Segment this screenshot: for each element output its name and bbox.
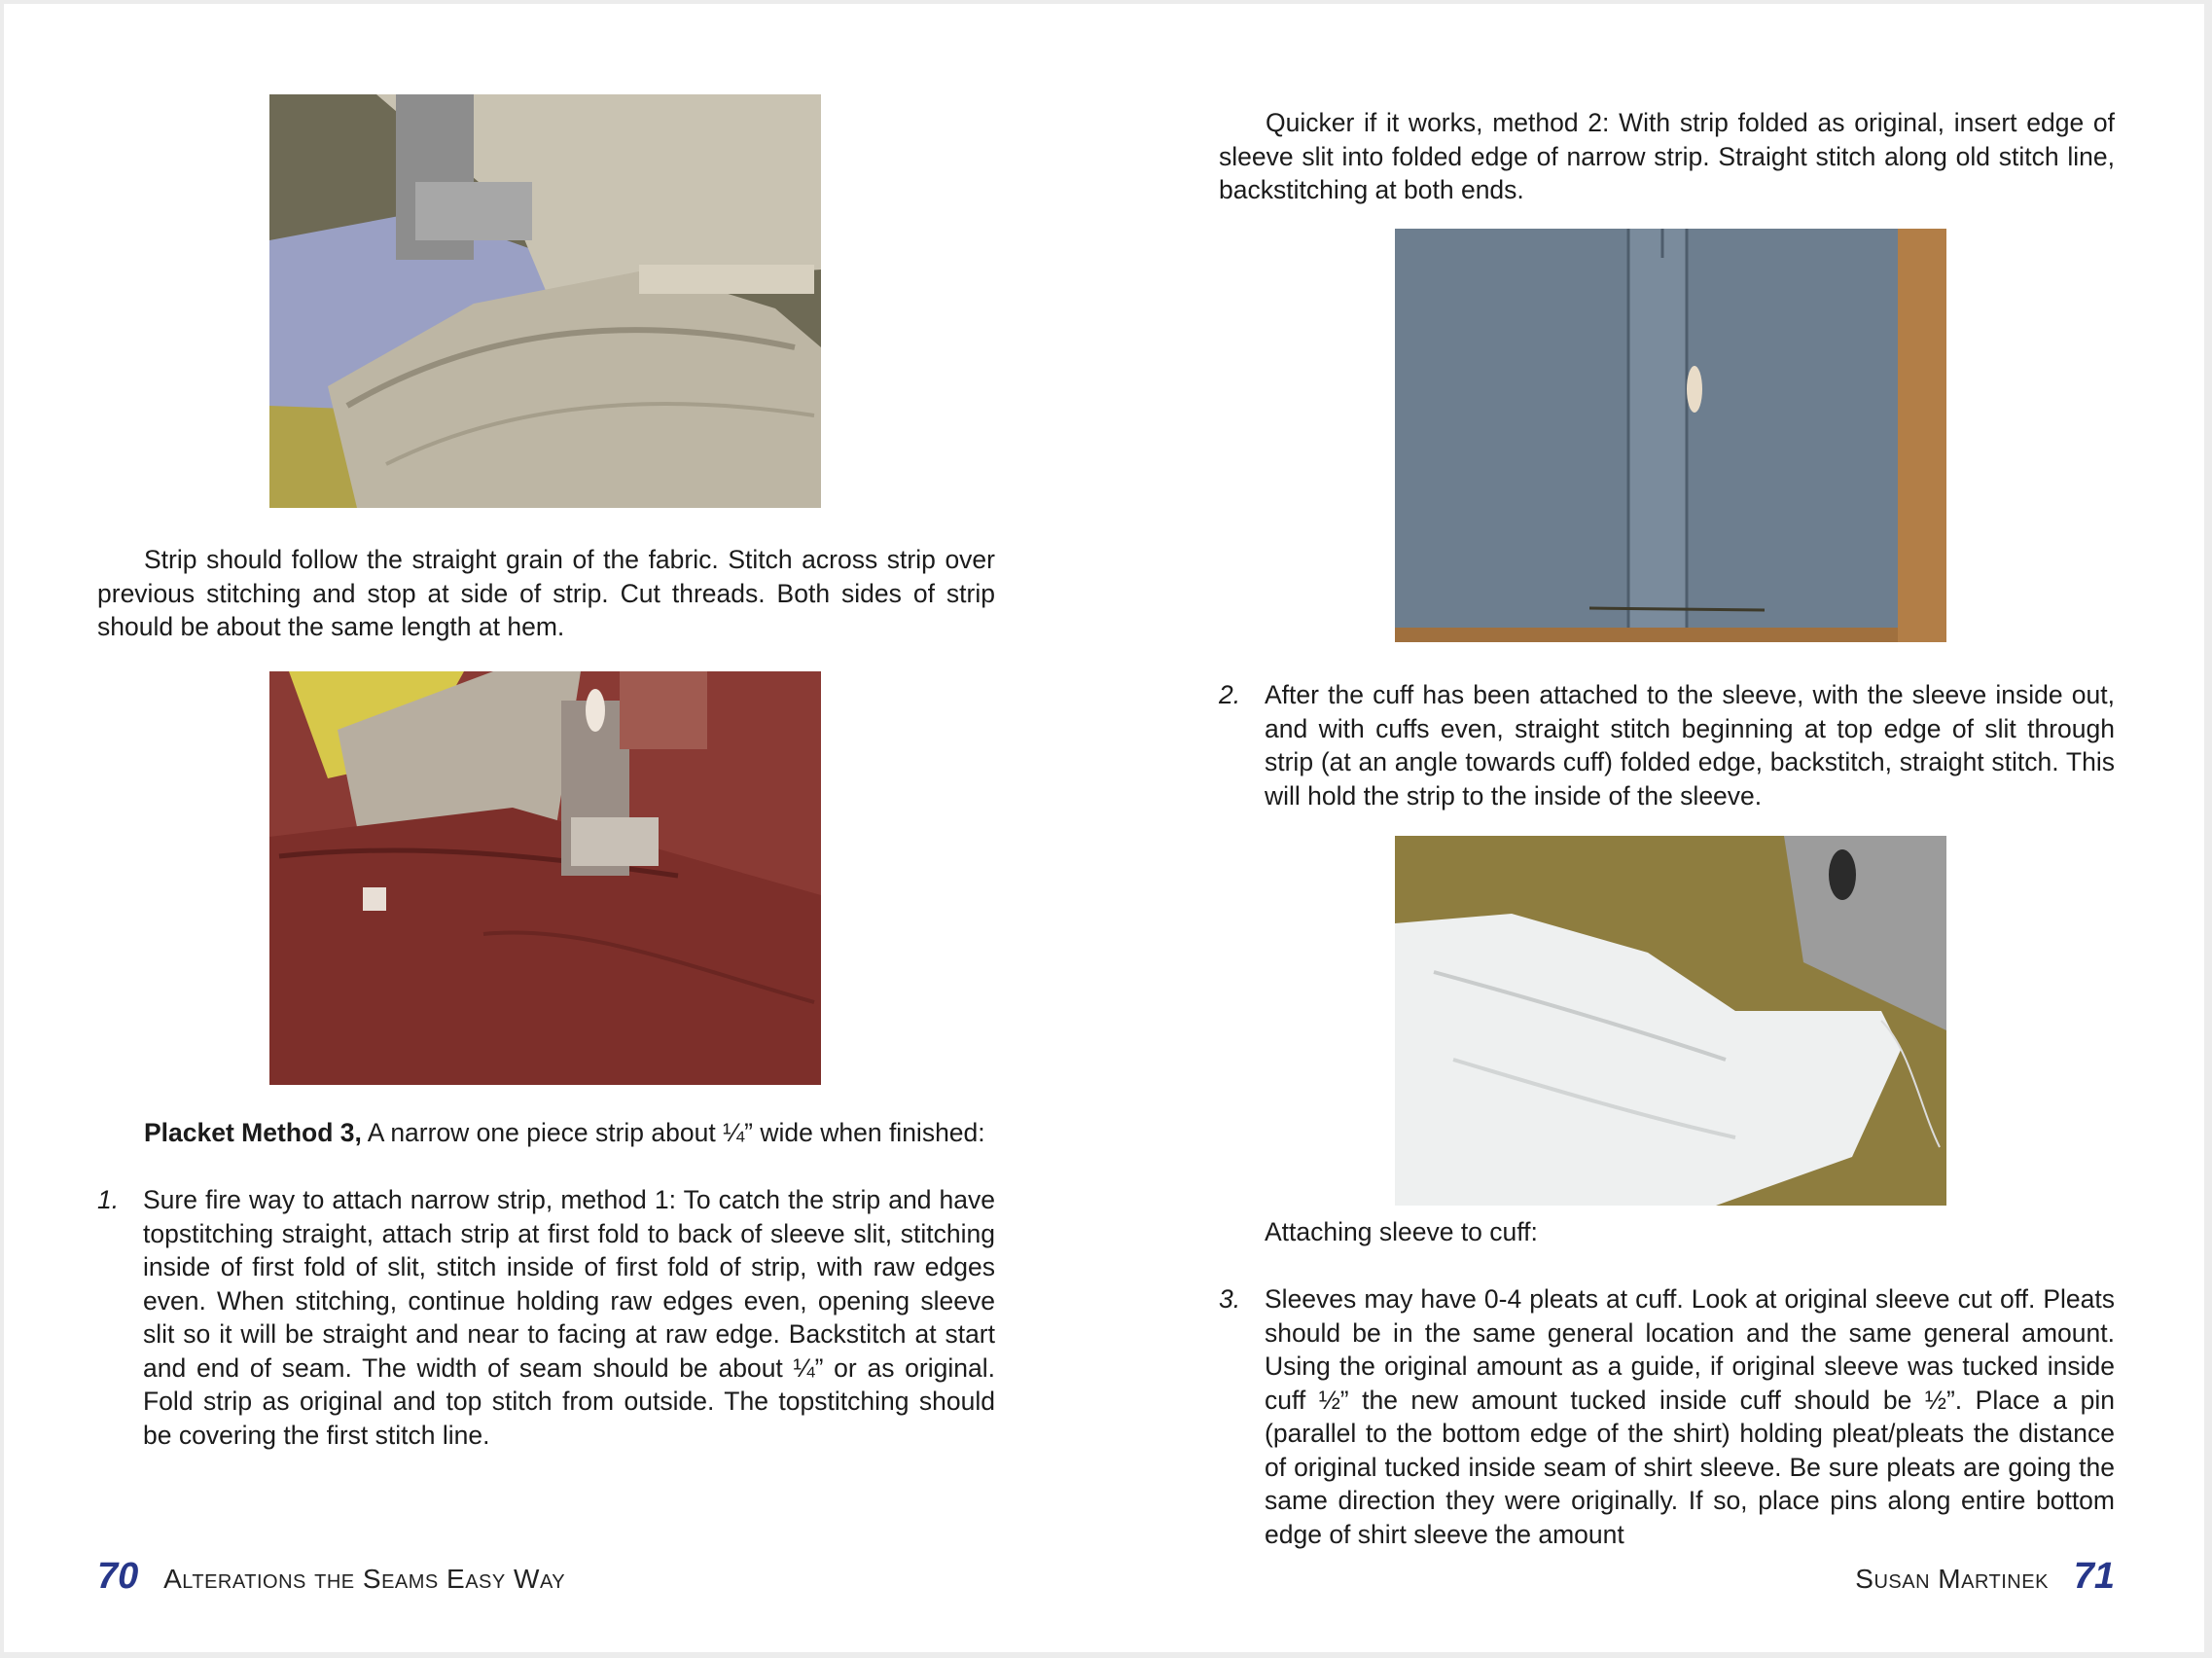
- method-heading: Placket Method 3,: [144, 1118, 362, 1147]
- list-text: After the cuff has been attached to the sleeve, with the sleeve inside out, and with cuffs even, straight stitch beginning at top edge of slit through strip (at an angle towards cuff) folded edge, backstitch, straight stitch. This will hold the strip to the inside of the sleeve.: [1265, 680, 2115, 811]
- photo-beige-fabric-sewing: [269, 94, 821, 508]
- paragraph-method-2: Quicker if it works, method 2: With strip folded as original, insert edge of sleeve slit into folded edge of narrow strip. Straight stitch along old stitch line, backstitching at both ends.: [1219, 108, 2115, 204]
- list-text: Sleeves may have 0-4 pleats at cuff. Look at original sleeve cut off. Pleats should be in the same general location and the same general amount. Using the original amount as a guide, if original sleeve was tucked inside cuff ½” the new amount tucked inside cuff should be ½”. Place a pin (parallel to the bottom edge of the shirt) holding pleat/pleats the distance of original tucked inside seam of shirt sleeve. Be sure pleats are going the same direction they were originally. If so, place pins along entire bottom edge of shirt sleeve the amount: [1265, 1284, 2115, 1549]
- right-page: [1104, 4, 2204, 1652]
- list-number: 3.: [1219, 1284, 1241, 1314]
- page-number: 71: [2073, 1556, 2115, 1597]
- running-head: Susan Martinek: [1855, 1564, 2049, 1594]
- running-head: Alterations the Seams Easy Way: [163, 1564, 566, 1594]
- photo-white-sleeve-cuff: [1395, 836, 1946, 1206]
- list-number: 2.: [1219, 680, 1241, 709]
- list-number: 1.: [97, 1185, 120, 1214]
- left-footer: [97, 1557, 565, 1599]
- photo-red-shirt-sewing: [269, 671, 821, 1085]
- paragraph-strip-grain: Strip should follow the straight grain of the fabric. Stitch across strip over previous stitching and stop at side of strip. Cut threads. Both sides of strip should be about the same length at hem.: [97, 545, 995, 641]
- page-number: 70: [97, 1556, 139, 1597]
- right-footer: [1855, 1557, 2115, 1599]
- left-page: [4, 4, 1104, 1652]
- photo-blue-sleeve-placket: [1395, 229, 1946, 642]
- placket-method-heading-line: [97, 1116, 995, 1150]
- book-spread: [4, 4, 2204, 1652]
- caption-attaching-sleeve: Attaching sleeve to cuff:: [1265, 1217, 1538, 1246]
- method-intro: A narrow one piece strip about ¼” wide when finished:: [361, 1118, 985, 1147]
- list-text: Sure fire way to attach narrow strip, method 1: To catch the strip and have topstitching straight, attach strip at first fold to back of sleeve slit, stitching inside of first fold of slit, stitch inside of first fold of strip, with raw edges even. When stitching, continue holding raw edges even, opening sleeve slit so it will be straight and near to facing at raw edge. Backstitch at start and end of seam. The width of seam should be about ¼” or as original. Fold strip as original and top stitch from outside. The topstitching should be covering the first stitch line.: [143, 1185, 995, 1450]
